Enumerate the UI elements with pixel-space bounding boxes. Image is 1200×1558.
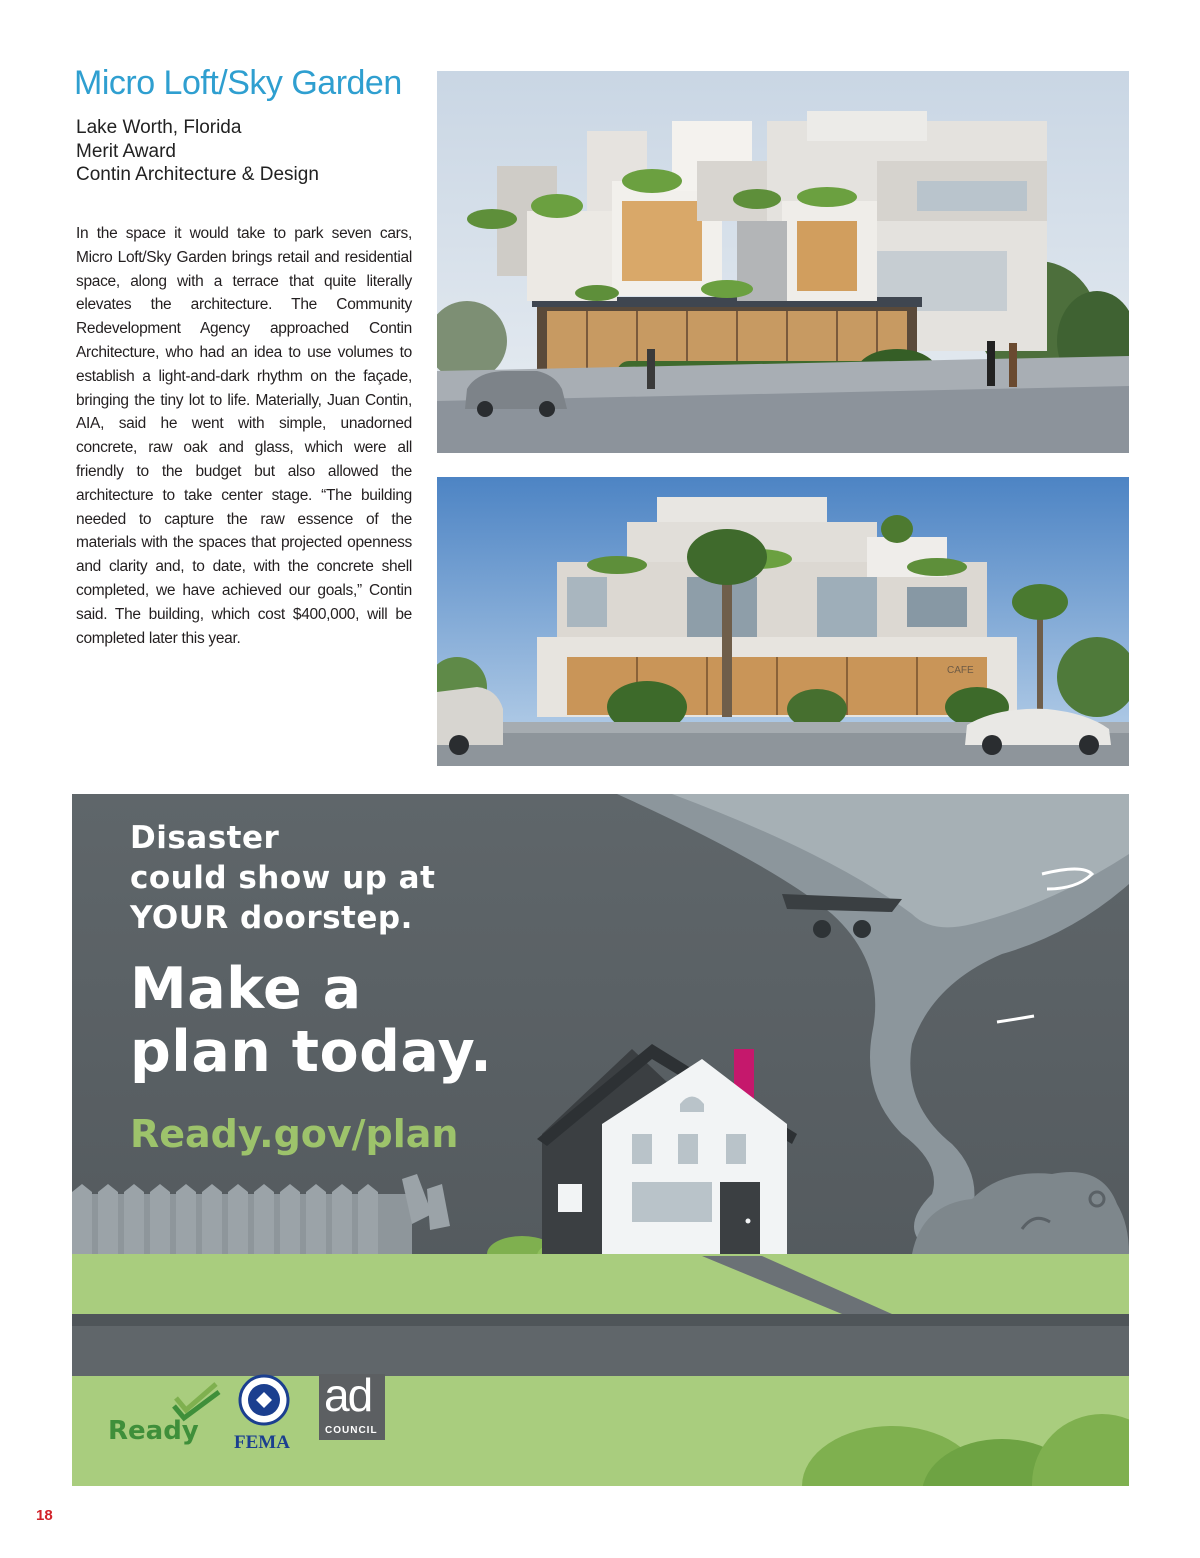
cafe-sign: CAFE: [947, 665, 974, 676]
building-rendering-corner: [437, 71, 1129, 453]
ad-council-logo-big: ad: [324, 1369, 372, 1421]
page-number: 18: [36, 1507, 53, 1524]
ready-logo-text: Ready: [108, 1416, 199, 1446]
ad-headline-line: Disaster: [130, 820, 280, 856]
ad-cta-line: Make a: [130, 956, 362, 1022]
building-rendering-street: [437, 477, 1129, 766]
ready-gov-link[interactable]: Ready.gov/plan: [130, 1112, 459, 1156]
project-firm: Contin Architecture & Design: [76, 164, 319, 185]
dhs-seal-icon: [232, 1370, 302, 1430]
project-award: Merit Award: [76, 140, 176, 162]
ad-headline-line: could show up at: [130, 860, 436, 896]
ad-cta-line: plan today.: [130, 1019, 493, 1085]
article-body: In the space it would take to park seven cars, Micro Loft/Sky Garden brings retail and residential space, along with a terrace that quite literally elevates the architecture. The Community Redevelopment Agency approached Contin Architecture, who had an idea to use volumes to establish a light-and-dark rhythm on the façade, bringing the tiny lot to life. Materially, Juan Contin, AIA, said he went with simple, unadorned concrete, raw oak and glass, which were all friendly to the budget but also allowed the architecture to take center stage. “The building needed to capture the raw essence of the materials with the spaces that projected openness and clarity and, to date, with the concrete shell completed, we have achieved our goals,” Contin said. The building, which cost $400,000, will be completed later this year.: [76, 225, 412, 647]
project-location: Lake Worth, Florida: [76, 117, 242, 138]
ready-logo: [104, 1370, 224, 1450]
ad-council-logo-small: COUNCIL: [325, 1425, 378, 1436]
ad-council-logo: [319, 1369, 385, 1440]
ad-headline: [130, 818, 435, 938]
ad-headline-line: YOUR doorstep.: [130, 900, 413, 936]
ad-call-to-action: [130, 958, 492, 1084]
article-title: Micro Loft/Sky Garden: [74, 64, 402, 102]
ready-gov-ad: [72, 794, 1129, 1486]
fema-logo: [232, 1370, 302, 1460]
fema-logo-text: FEMA: [234, 1432, 290, 1453]
project-meta: [76, 116, 319, 187]
